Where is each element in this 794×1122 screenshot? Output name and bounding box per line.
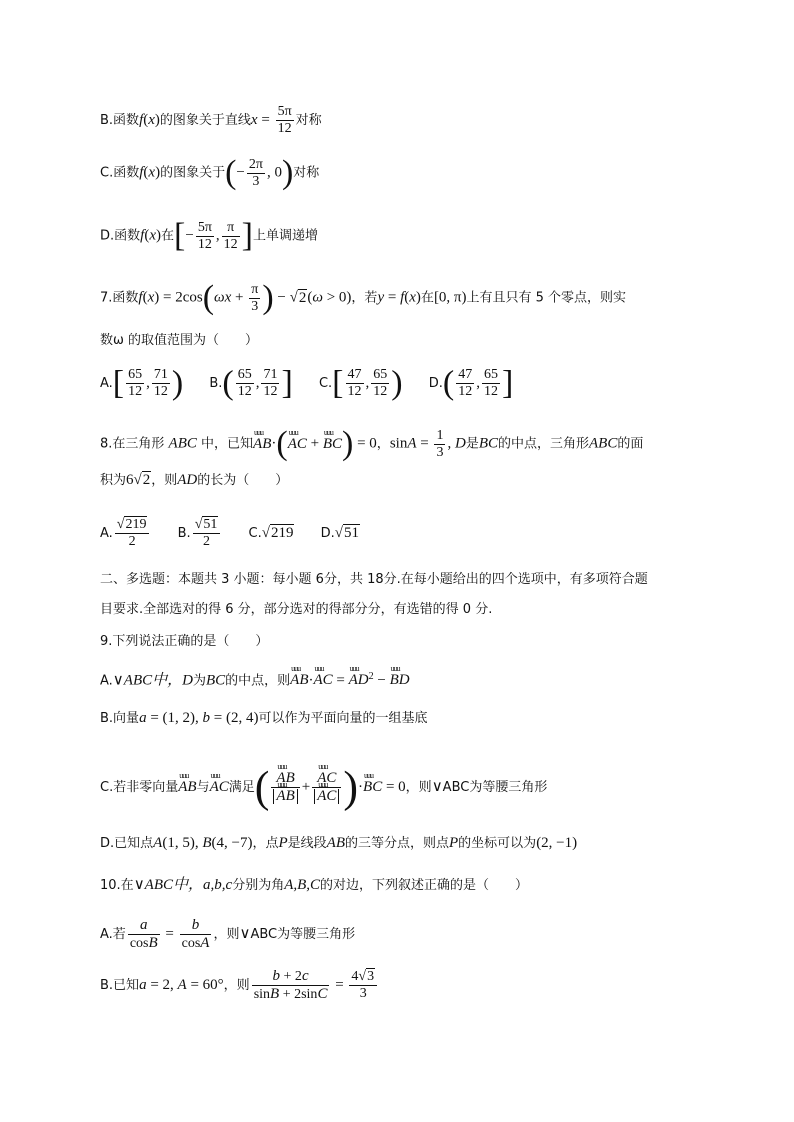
text: ，则 xyxy=(151,473,178,488)
text: D.函数 xyxy=(100,228,141,244)
text: 数ω 的取值范围为（ ） xyxy=(100,333,259,348)
text: 的长为（ ） xyxy=(197,473,289,488)
q7-stem-cont xyxy=(100,331,258,351)
text: 的图象关于直线 xyxy=(159,113,251,128)
text: 的图象关于 xyxy=(160,165,226,181)
q10-option-a: A.若 $\frac{a}{\cos B}$ = $\frac{b}{\cos A}$ ，则∨ABC为等腰三角形 xyxy=(100,917,356,951)
text: 7.函数 xyxy=(100,290,139,306)
text: A.若 xyxy=(100,927,126,942)
text: 上有且只有 5 个零点，则实 xyxy=(466,290,627,306)
text: 是线段 xyxy=(287,836,327,851)
text: C. xyxy=(248,526,262,541)
text: P xyxy=(449,835,459,851)
text: 的面 xyxy=(617,436,644,452)
q8-option-d: D.√51 xyxy=(320,525,359,541)
text: D. xyxy=(320,526,335,541)
text: D xyxy=(182,672,193,689)
q6-option-b: B.函数f(x)的图象关于直线x = $\frac{5\pi}{12}$ 对称 xyxy=(100,104,322,136)
text: B.向量 xyxy=(100,711,140,726)
q8-stem-cont: 积为6√2，则AD的长为（ ） xyxy=(100,472,289,488)
text: 在 xyxy=(420,290,434,306)
text: B.函数 xyxy=(100,113,140,128)
text: ，则 xyxy=(405,780,432,795)
q7-stem: 7.函数f(x) = 2cos(ωx + $\frac{\pi}{3}$ ) − √2(ω > 0)，若y = f(x)在[0, π)上有且只有 5 个零点，则实 xyxy=(100,279,627,316)
text: 积为 xyxy=(100,473,127,488)
text: ，若 xyxy=(351,290,378,306)
q8-options xyxy=(100,517,382,550)
text: 与 xyxy=(196,780,210,795)
q6-option-d: D.函数f(x)在[− $\frac{5\pi}{12}$ , $\frac{\pi}{12}$ ]上单调递增 xyxy=(100,217,318,254)
text: D xyxy=(454,435,466,452)
text: 分别为角 xyxy=(232,878,285,893)
text: B.已知 xyxy=(100,978,140,993)
text: AB xyxy=(326,835,345,851)
text: BC xyxy=(478,435,498,452)
q7-option-d: D.( $\frac{47}{12}$ , $\frac{65}{12}$ ] xyxy=(428,364,514,401)
q7-option-c: C.[ $\frac{47}{12}$ , $\frac{65}{12}$ ) xyxy=(318,364,403,401)
text: ，则 xyxy=(223,978,250,993)
q8-option-c: C.√219 xyxy=(248,525,294,541)
text: AD xyxy=(177,472,198,488)
text: ABC中， xyxy=(144,877,204,893)
text: D. xyxy=(428,375,443,391)
text: C.若非零向量 xyxy=(100,780,179,795)
text: 可以作为平面向量的一组基底 xyxy=(258,711,428,726)
text: ， xyxy=(376,436,390,452)
text: 上单调递增 xyxy=(252,228,318,244)
text: ABC xyxy=(168,435,197,452)
text: 在 xyxy=(161,228,175,244)
text: C.函数 xyxy=(100,165,140,181)
text: A,B,C xyxy=(284,877,321,893)
text: ，点 xyxy=(252,836,279,851)
text: A. xyxy=(100,673,113,689)
text: 的三等分点，则点 xyxy=(344,836,449,851)
q9-option-b: B.向量a = (1, 2), b = (2, 4)可以作为平面向量的一组基底 xyxy=(100,710,428,726)
q7-option-b: B.( $\frac{65}{12}$ , $\frac{71}{12}$ ] xyxy=(209,364,293,401)
text: 满足 xyxy=(228,780,255,795)
text: B. xyxy=(177,526,191,541)
text: 对称 xyxy=(295,113,322,128)
text: ABC中， xyxy=(123,672,183,689)
text: A. xyxy=(100,526,113,541)
text: A. xyxy=(100,375,113,391)
text: 10.在 xyxy=(100,878,134,893)
q10-stem: 10.在∨ABC中，a,b,c分别为角A,B,C的对边，下列叙述正确的是（ ） xyxy=(100,877,529,893)
text: C. xyxy=(318,375,333,391)
text: 为 xyxy=(192,673,206,689)
text: B. xyxy=(209,375,223,391)
text: 的对边，下列叙述正确的是（ ） xyxy=(320,878,529,893)
text: 的坐标可以为 xyxy=(458,836,537,851)
q6-option-c: C.函数f(x)的图象关于(− $\frac{2\pi}{3}$ , 0)对称 xyxy=(100,154,320,191)
text: ABC为等腰三角形 xyxy=(250,927,356,942)
text: P xyxy=(278,835,288,851)
q8-option-a: A. $\frac{√219}{2}$ xyxy=(100,526,151,541)
text: a,b,c xyxy=(203,877,233,893)
q9-option-c: C.若非零向量uuu AB与uuu AC满足( uuu AB uuu AB + uuu AC uuu AC )·uuu BC = 0，则∨ABC为等腰三角形 xyxy=(100,770,547,805)
text: 是 xyxy=(465,436,479,452)
text: 的中点，三角形 xyxy=(498,436,590,452)
text: 的中点，则 xyxy=(225,673,291,689)
text: 中，已知 xyxy=(196,436,254,452)
q7-options xyxy=(100,366,535,400)
section-2-heading: 二、多选题：本题共 3 小题：每小题 6分，共 18分.在每小题给出的四个选项中，有多项符合题 xyxy=(100,572,648,587)
q8-option-b: B. $\frac{√51}{2}$ xyxy=(178,526,223,541)
q9-stem: 9.下列说法正确的是（ ） xyxy=(100,634,269,649)
q9-option-a: A.∨ABC中，D为BC的中点，则uuu AB·uuu AC = uuu $AD^2$ − uuu BD xyxy=(100,667,410,691)
q10-option-b: B.已知a = 2, A = 60°，则 $\frac{b + 2c}{\sin B + 2\sin C}$ = $\frac{4√3}{3}$ xyxy=(100,968,379,1003)
q9-option-d: D.已知点A(1, 5), B(4, −7)，点P是线段AB的三等分点，则点P的坐标可以为(2, −1) xyxy=(100,835,578,851)
section-2-instructions: 目要求.全部选对的得 6 分，部分选对的得部分分，有选错的得 0 分. xyxy=(100,602,493,617)
q8-stem: 8.在三角形 ABC 中，已知uuu AB·(uuu AC + uuu BC) = 0，sinA = $\frac{1}{3}$ , D是BC的中点，三角形ABC的面 xyxy=(100,427,643,461)
q7-option-a: A.[ $\frac{65}{12}$ , $\frac{71}{12}$ ) xyxy=(100,364,184,401)
text: BC xyxy=(205,672,226,689)
text: D.已知点 xyxy=(100,836,154,851)
text: 对称 xyxy=(293,165,320,181)
text: ABC xyxy=(589,435,618,452)
text: ，则 xyxy=(213,927,240,942)
text: ABC为等腰三角形 xyxy=(442,780,548,795)
text: 8.在三角形 xyxy=(100,436,169,452)
